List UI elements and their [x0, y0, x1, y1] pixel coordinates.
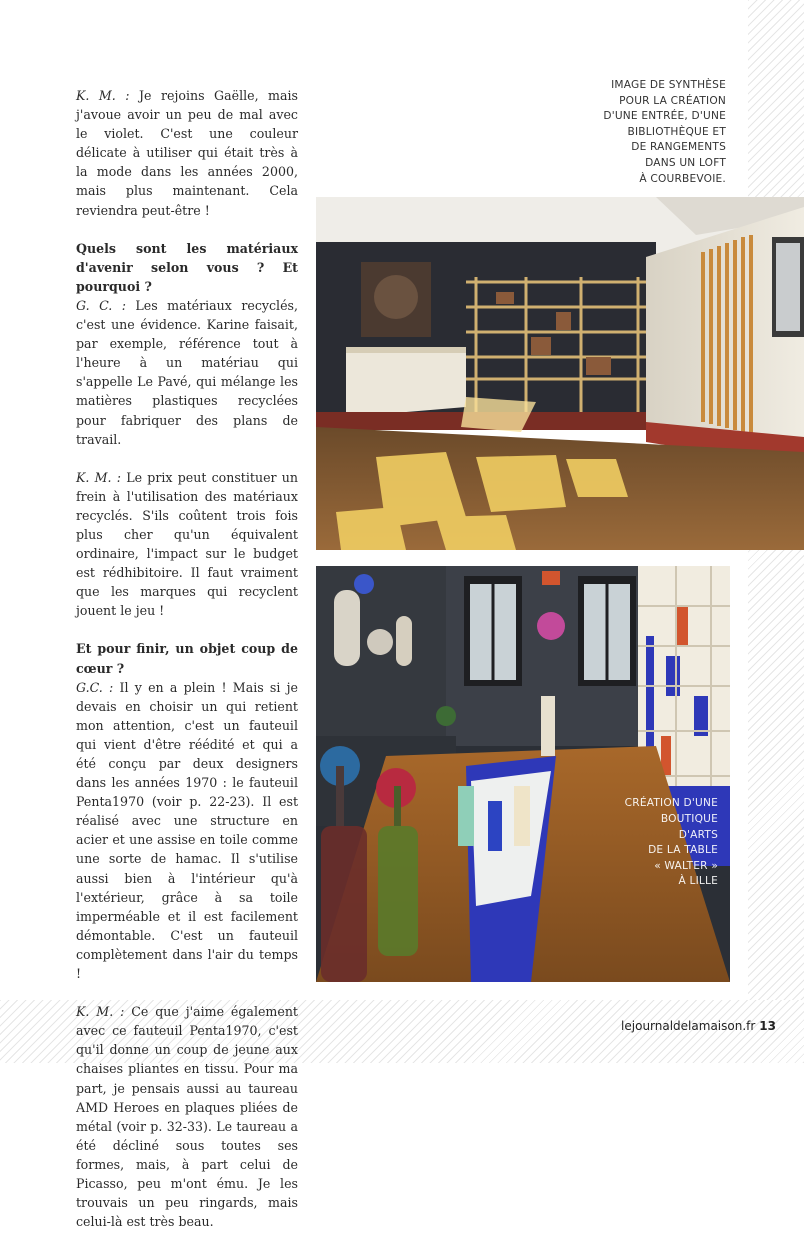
caption-line: À COURBEVOIE. [639, 172, 726, 185]
paragraph-text: Le prix peut constituer un frein à l'utilisation des matériaux recyclés. S'ils coûtent trois fois plus cher qu'un équivalent ordinaire, l'impact sur le budget est rédhibitoire. Il faut vraiment que les marques qui recyclent jouent le jeu ! [76, 469, 298, 619]
caption-line: DE LA TABLE [648, 844, 718, 857]
interview-question: Quels sont les matériaux d'avenir selon vous ? Et pourquoi ? [76, 240, 298, 294]
page-footer [621, 1019, 776, 1033]
paragraph [76, 296, 298, 449]
page-number: 13 [759, 1019, 776, 1033]
photo-caption-boutique [578, 796, 718, 890]
caption-line: BIBLIOTHÈQUE ET [627, 125, 726, 138]
caption-line: CRÉATION D'UNE [624, 797, 718, 810]
caption-line: À LILLE [678, 875, 718, 888]
paragraph [76, 86, 298, 220]
paragraph-text: Je rejoins Gaëlle, mais j'avoue avoir un peu de mal avec le violet. C'est une couleur délicate à utiliser qui était très à la mode dans les années 2000, mais plus maintenant. Cela reviendra peut-être ! [76, 88, 298, 218]
boutique-photo [316, 566, 730, 982]
caption-line: BOUTIQUE [660, 813, 718, 826]
interview-question: Et pour finir, un objet coup de cœur ? [76, 641, 298, 676]
caption-line: D'ARTS [678, 828, 718, 841]
speaker-initials: G. C. : [76, 297, 126, 313]
boutique-illustration [316, 566, 730, 982]
caption-line: DANS UN LOFT [645, 156, 726, 169]
caption-line: DE RANGEMENTS [631, 141, 726, 154]
paragraph-text: Ce que j'aime également avec ce fauteuil Penta1970, c'est qu'il donne un coup de jeune aux chaises pliantes en tissu. Pour ma part, je pensais aussi au taureau AMD Heroes en plaques pliées de métal (voir p. 32-33). Le taureau a été décliné sous toutes ses formes, mais, à part celui de Picasso, peu m'ont ému. Je les trouvais un peu ringards, mais celui-là est très beau. [76, 1004, 298, 1230]
speaker-initials: G.C. : [76, 679, 114, 695]
paragraph [76, 468, 298, 621]
photo-caption-loft [560, 78, 726, 187]
loft-render-illustration [316, 197, 804, 550]
speaker-initials: K. M. : [76, 88, 130, 103]
speaker-initials: K. M. : [76, 1004, 125, 1020]
loft-render-photo [316, 197, 804, 550]
paragraph [76, 1002, 298, 1231]
caption-line: IMAGE DE SYNTHÈSE [611, 79, 726, 91]
paragraph-text: Il y en a plein ! Mais si je devais en choisir un qui retient mon attention, c'est un fauteuil qui vient d'être réédité et qui a été conçu par deux designers dans les années 1970 : le fauteuil Penta1970 (voir p. 22-23). Il est réalisé avec une structure en acier et une assise en toile comme une sorte de hamac. Il s'utilise aussi bien à l'intérieur qu'à l'extérieur, grâce à sa toile imperméable et il est facilement démontable. C'est un fauteuil complètement dans l'air du temps ! [76, 679, 298, 982]
paragraph [76, 678, 298, 984]
caption-line: POUR LA CRÉATION [619, 94, 726, 107]
caption-line: D'UNE ENTRÉE, D'UNE [603, 110, 726, 123]
speaker-initials: K. M. : [76, 469, 121, 485]
paragraph-text: Les matériaux recyclés, c'est une évidence. Karine faisait, par exemple, référence tout à l'heure à un matériau qui s'appelle Le Pavé, qui mélange les matières plastiques recyclées pour fabriquer des plans de travail. [76, 297, 298, 447]
footer-site: lejournaldelamaison.fr [621, 1019, 756, 1033]
caption-line: « WALTER » [654, 859, 718, 872]
article-column [76, 86, 298, 1250]
